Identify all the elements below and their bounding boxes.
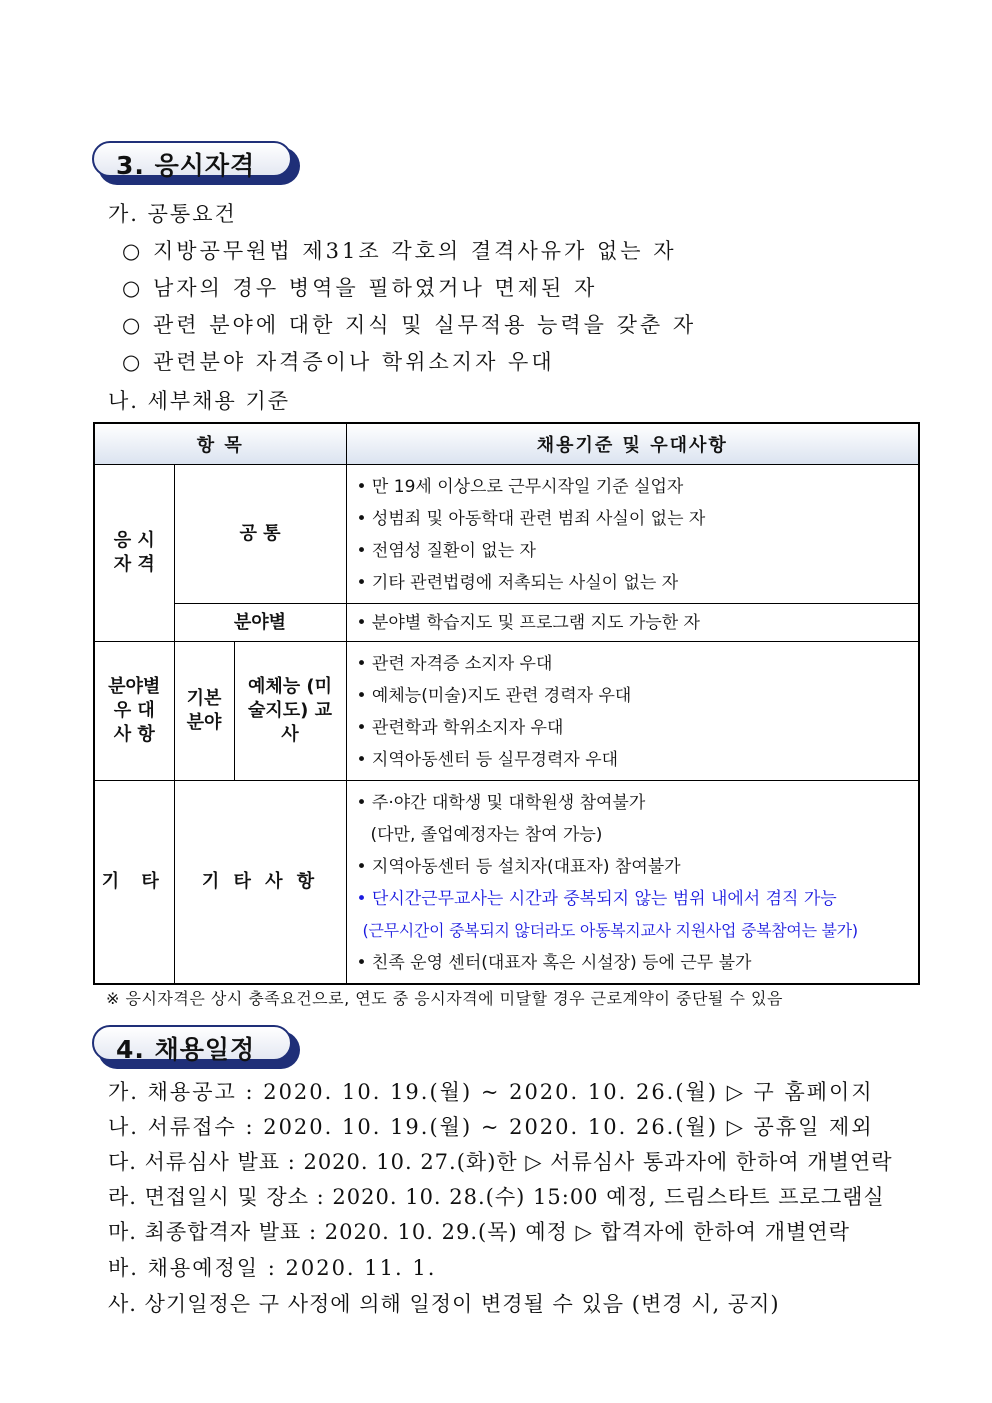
schedule-line: 라. 면접일시 및 장소 : 2020. 10. 28.(수) 15:00 예정, 드림스타트 프로그램실 [108,1185,885,1209]
basic-label: 기본 분야 [174,642,234,781]
common-rows [346,465,919,604]
common-row: • 전염성 질환이 없는 자 [356,541,536,561]
schedule-line: 바. 채용예정일 : 2020. 11. 1. [108,1256,437,1280]
pref-label: 분야별 우 대 사 항 [94,642,174,781]
pref-row: • 예체능(미술)지도 관련 경력자 우대 [356,686,632,706]
common-heading: 가. 공통요건 [108,202,237,226]
etc-row: (다만, 졸업예정자는 참여 가능) [370,825,603,845]
pref-row: • 관련 자격증 소지자 우대 [356,654,553,674]
section-3-title: 3. 응시자격 [116,151,256,180]
etc-rows [346,781,919,985]
etc-row: • 친족 운영 센터(대표자 혹은 시설장) 등에 근무 불가 [356,953,752,973]
schedule-line: 사. 상기일정은 구 사정에 의해 일정이 변경될 수 있음 (변경 시, 공지) [108,1292,780,1316]
section-3-badge [92,141,296,181]
etc-row-blue: • 단시간근무교사는 시간과 중복되지 않는 범위 내에서 겸직 가능 [356,889,837,909]
pref-rows [346,642,919,781]
field-row: • 분야별 학습지도 및 프로그램 지도 가능한 자 [356,612,700,633]
common-item: ○ 관련분야 자격증이나 학위소지자 우대 [122,350,555,374]
common-label: 공 통 [174,465,346,604]
common-row: • 기타 관련법령에 저촉되는 사실이 없는 자 [356,573,679,593]
common-row: • 성범죄 및 아동학대 관련 범죄 사실이 없는 자 [356,509,706,529]
common-item: ○ 지방공무원법 제31조 각호의 결격사유가 없는 자 [122,239,677,263]
common-row: • 만 19세 이상으로 근무시작일 기준 실업자 [356,477,684,497]
schedule-line: 다. 서류심사 발표 : 2020. 10. 27.(화)한 ▷ 서류심사 통과자에 한하여 개별연락 [108,1150,893,1174]
qualification-note: ※ 응시자격은 상시 충족요건으로, 연도 중 응시자격에 미달할 경우 근로계약이 중단될 수 있음 [106,989,783,1008]
art-label: 예체능 (미술지도) 교 사 [234,642,346,781]
schedule-line: 마. 최종합격자 발표 : 2020. 10. 29.(목) 예정 ▷ 합격자에 한하여 개별연락 [108,1220,850,1244]
criteria-table [93,422,920,985]
pref-row: • 관련학과 학위소지자 우대 [356,718,564,738]
schedule-line: 가. 채용공고 : 2020. 10. 19.(월) ~ 2020. 10. 26.(월) ▷ 구 홈페이지 [108,1080,874,1104]
field-label: 분야별 [174,604,346,642]
header-criteria: 채용기준 및 우대사항 [346,423,919,465]
common-item: ○ 남자의 경우 병역을 필하였거나 면제된 자 [122,276,598,300]
etc-row: • 지역아동센터 등 설치자(대표자) 참여불가 [356,857,681,877]
field-rows [346,604,919,642]
pref-row: • 지역아동센터 등 실무경력자 우대 [356,750,619,770]
common-item: ○ 관련 분야에 대한 지식 및 실무적용 능력을 갖춘 자 [122,313,697,337]
etc-sub-label: 기 타 사 항 [174,781,346,985]
section-4-title: 4. 채용일정 [116,1035,256,1064]
etc-label: 기 타 [94,781,174,985]
schedule-line: 나. 서류접수 : 2020. 10. 19.(월) ~ 2020. 10. 26.(월) ▷ 공휴일 제외 [108,1115,874,1139]
section-4-badge [92,1025,296,1065]
detail-heading: 나. 세부채용 기준 [108,389,291,413]
etc-row-blue: (근무시간이 중복되지 않더라도 아동복지교사 지원사업 중복참여는 불가) [362,921,858,940]
header-item: 항 목 [94,423,346,465]
etc-row: • 주·야간 대학생 및 대학원생 참여불가 [356,793,646,813]
qual-label: 응 시 자 격 [94,465,174,642]
